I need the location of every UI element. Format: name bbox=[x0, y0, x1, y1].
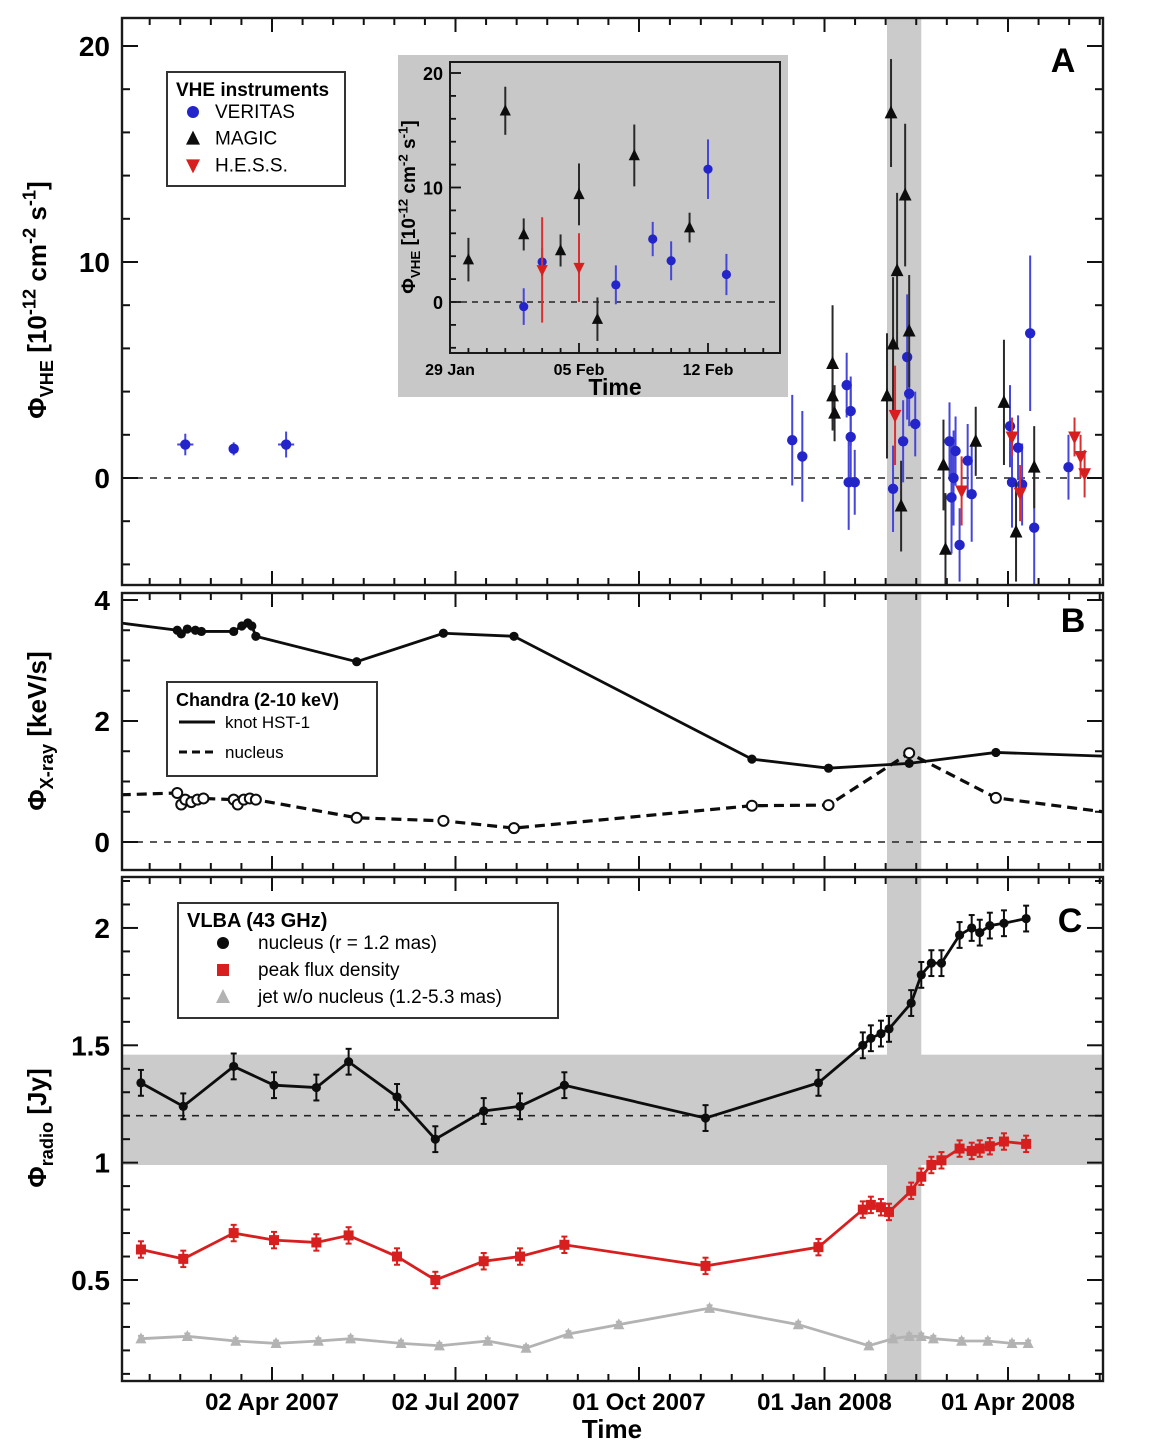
y-tick-label: 0 bbox=[94, 463, 110, 494]
y-tick-label: 1 bbox=[94, 1147, 110, 1179]
panel-c-y-axis-title: $\Phi_{radio}$ [Jy] bbox=[22, 1068, 57, 1188]
time-axis-labels bbox=[205, 1389, 1075, 1442]
y-tick-label: 2 bbox=[94, 706, 110, 737]
legend-item-label: VERITAS bbox=[215, 102, 295, 123]
y-tick-label: 10 bbox=[78, 247, 110, 278]
x-tick-label: 01 Oct 2007 bbox=[572, 1389, 706, 1416]
legend-item-label: MAGIC bbox=[215, 128, 278, 150]
inset-y-axis-title: $\Phi_{VHE}$ [$10^{-12}$ $cm^{-2}$ $s^{-1}$] bbox=[395, 120, 423, 294]
panel-b-y-axis-title: $\Phi_{X-ray}$ [keV/s] bbox=[22, 651, 57, 811]
legend-a bbox=[167, 72, 345, 186]
inset-y-tick-label: 0 bbox=[432, 293, 443, 313]
x-tick-label: 01 Jan 2008 bbox=[757, 1389, 892, 1416]
panel-a-inset bbox=[395, 55, 788, 400]
x-tick-label: 01 Apr 2008 bbox=[941, 1389, 1075, 1416]
y-tick-label: 0.5 bbox=[71, 1265, 110, 1296]
panel-letter-b: B bbox=[1060, 602, 1086, 640]
legend-b bbox=[167, 682, 377, 776]
legend-title: VLBA (43 GHz) bbox=[187, 910, 328, 932]
panel-a-y-axis-title: $\Phi_{VHE}$ [$10^{-12}$ $cm^{-2}$ $s^{-1}$] bbox=[19, 181, 57, 419]
legend-item-label: H.E.S.S. bbox=[215, 155, 288, 177]
flare-window-band bbox=[887, 593, 921, 870]
y-tick-label: 2 bbox=[94, 912, 110, 944]
legend-item-label: jet w/o nucleus (1.2-5.3 mas) bbox=[258, 987, 502, 1008]
x-tick-label: 02 Apr 2007 bbox=[205, 1389, 339, 1416]
panel-letter-c: C bbox=[1057, 902, 1083, 940]
legend-title: VHE instruments bbox=[176, 80, 330, 101]
legend-item-label: peak flux density bbox=[258, 960, 400, 981]
y-tick-label: 20 bbox=[78, 31, 110, 62]
y-tick-label: 1.5 bbox=[71, 1030, 110, 1062]
inset-x-tick-label: 12 Feb bbox=[682, 362, 734, 379]
x-axis-title: Time bbox=[581, 1414, 643, 1442]
x-tick-label: 02 Jul 2007 bbox=[391, 1389, 520, 1416]
y-tick-label: 0 bbox=[94, 827, 110, 858]
legend-title: Chandra (2-10 keV) bbox=[176, 690, 340, 710]
inset-x-tick-label: 29 Jan bbox=[425, 362, 475, 379]
y-tick-label: 4 bbox=[94, 585, 110, 616]
inset-x-axis-title: Time bbox=[588, 374, 642, 400]
panel-letter-a: A bbox=[1050, 42, 1076, 80]
inset-y-tick-label: 20 bbox=[422, 64, 443, 84]
legend-item-label: nucleus (r = 1.2 mas) bbox=[258, 933, 437, 954]
legend-c bbox=[178, 903, 558, 1018]
inset-x-tick-label: 05 Feb bbox=[553, 362, 605, 379]
inset-y-tick-label: 10 bbox=[422, 178, 443, 199]
legend-item-label: knot HST-1 bbox=[225, 713, 311, 732]
legend-item-label: nucleus bbox=[225, 743, 284, 762]
